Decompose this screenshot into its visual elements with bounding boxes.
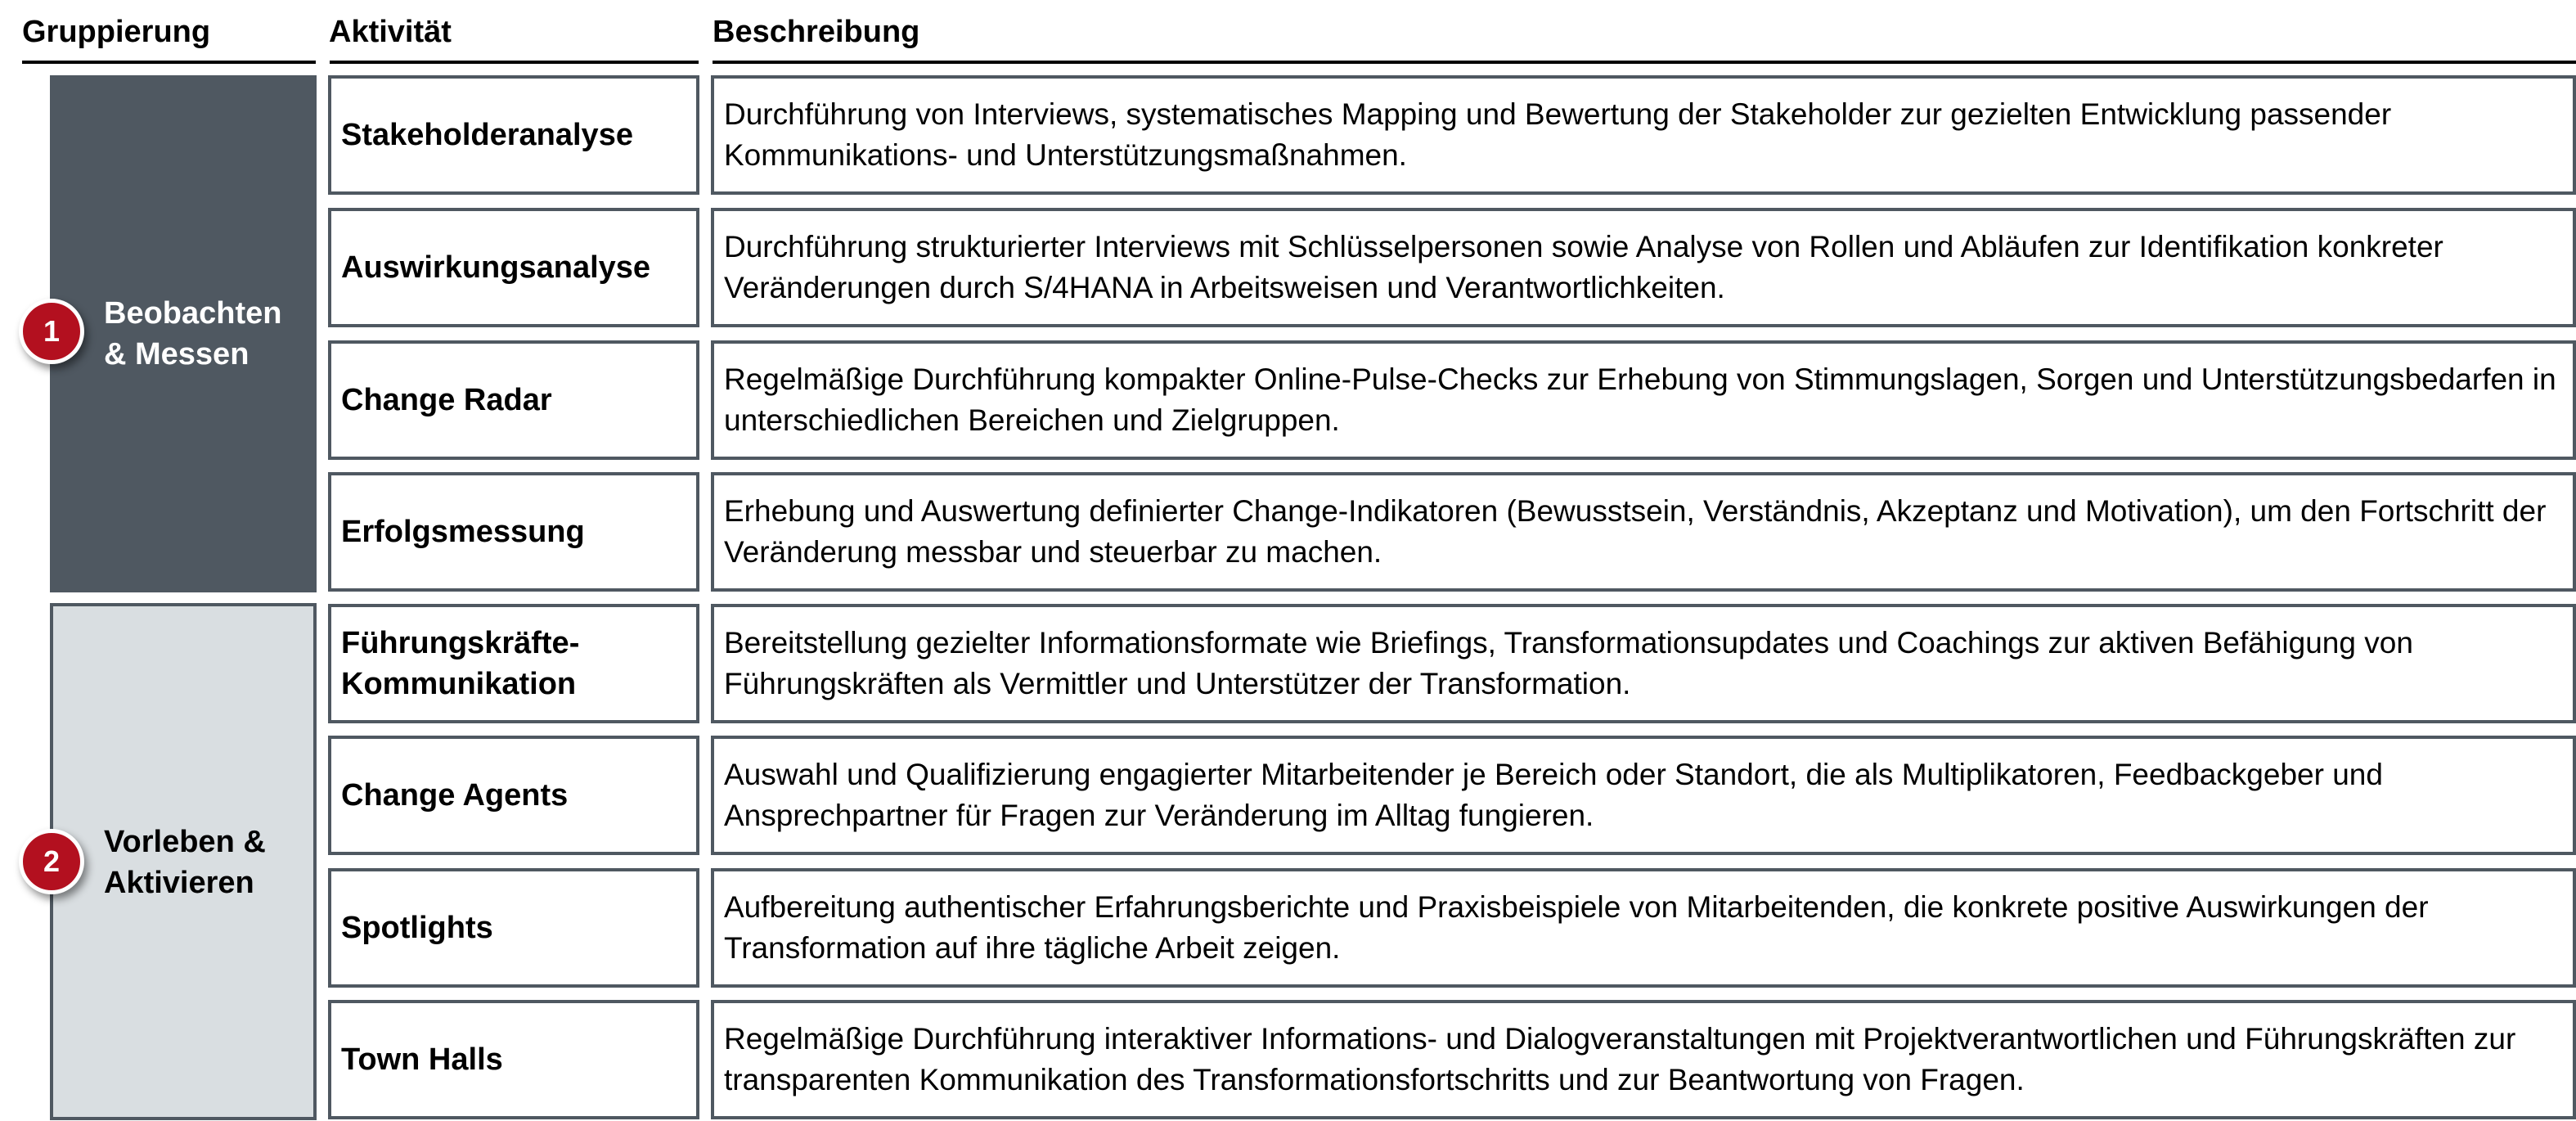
activity-label: Change Agents (341, 778, 569, 813)
description-text: Durchführung von Interviews, systematisches Mapping und Bewertung der Stakeholder zur gezielten Entwicklung passender Kommunikations- und Unterstützungsmaßnahmen. (724, 97, 2392, 172)
description-text: Aufbereitung authentischer Erfahrungsberichte und Praxisbeispiele von Mitarbeitenden, die konkrete positive Auswirkungen der Transformation auf ihre tägliche Arbeit zeigen. (724, 890, 2429, 965)
header-rule-description (713, 61, 2576, 64)
header-description: Beschreibung (713, 15, 920, 49)
description-text: Erhebung und Auswertung definierter Change-Indikatoren (Bewusstsein, Verständnis, Akzeptanz und Motivation), um den Fortschritt der Veränderung messbar und steuerbar zu machen. (724, 494, 2547, 569)
activity-cell-change-radar (328, 340, 699, 460)
description-cell-stakeholderanalyse (711, 75, 2576, 195)
activity-cell-stakeholderanalyse (328, 75, 699, 195)
number-badge-2: 2 (19, 829, 84, 894)
activity-label: Erfolgsmessung (341, 515, 585, 549)
description-text: Regelmäßige Durchführung kompakter Online-Pulse-Checks zur Erhebung von Stimmungslagen, Sorgen und Unterstützungsbedarfen in unterschiedlichen Bereichen und Zielgruppen. (724, 362, 2556, 437)
activity-cell-change-agents (328, 736, 699, 855)
group-label-1-line1: Beobachten (104, 296, 282, 331)
activity-cell-erfolgsmessung (328, 472, 699, 592)
group-label-1 (104, 293, 281, 375)
activity-label (341, 623, 579, 705)
description-text: Regelmäßige Durchführung interaktiver Informations- und Dialogveranstaltungen mit Projektverantwortlichen und Führungskräften zur transparenten Kommunikation des Transformationsfortschritts und zur Beantwortung von Fragen. (724, 1022, 2516, 1096)
activity-cell-town-halls (328, 1000, 699, 1119)
description-cell-fuehrungskraefte-kommunikation (711, 604, 2576, 723)
description-cell-auswirkungsanalyse (711, 208, 2576, 327)
description-text: Auswahl und Qualifizierung engagierter Mitarbeitender je Bereich oder Standort, die als Multiplikatoren, Feedbackgeber und Ansprechpartner für Fragen zur Veränderung im Alltag fungieren. (724, 758, 2383, 832)
group-label-2 (104, 822, 266, 903)
header-rule-grouping (22, 61, 316, 64)
header-activity: Aktivität (329, 15, 452, 49)
activity-cell-auswirkungsanalyse (328, 208, 699, 327)
group-label-1-line2: & Messen (104, 337, 250, 371)
description-text: Durchführung strukturierter Interviews mit Schlüsselpersonen sowie Analyse von Rollen und Abläufen zur Identifikation konkreter Veränderungen durch S/4HANA in Arbeitsweisen und Verantwortlichkeiten. (724, 230, 2443, 304)
activity-label-line1: Führungskräfte- (341, 626, 580, 660)
activity-label: Town Halls (341, 1042, 503, 1077)
description-text: Bereitstellung gezielter Informationsformate wie Briefings, Transformationsupdates und Coachings zur aktiven Befähigung von Führungskräften als Vermittler und Unterstützer der Transformation. (724, 626, 2413, 700)
header-grouping: Gruppierung (22, 15, 211, 49)
activity-label-line2: Kommunikation (341, 667, 577, 701)
description-cell-erfolgsmessung (711, 472, 2576, 592)
header-rule-activity (330, 61, 699, 64)
description-cell-change-radar (711, 340, 2576, 460)
activity-label: Stakeholderanalyse (341, 118, 633, 152)
group-label-2-line1: Vorleben & (104, 825, 266, 859)
description-cell-town-halls (711, 1000, 2576, 1119)
activity-cell-spotlights (328, 868, 699, 988)
description-cell-change-agents (711, 736, 2576, 855)
activity-label: Spotlights (341, 911, 493, 945)
group-label-2-line2: Aktivieren (104, 866, 254, 900)
activity-label: Change Radar (341, 383, 552, 417)
activity-cell-fuehrungskraefte-kommunikation (328, 604, 699, 723)
activity-label: Auswirkungsanalyse (341, 250, 651, 285)
description-cell-spotlights (711, 868, 2576, 988)
number-badge-1: 1 (19, 299, 84, 364)
